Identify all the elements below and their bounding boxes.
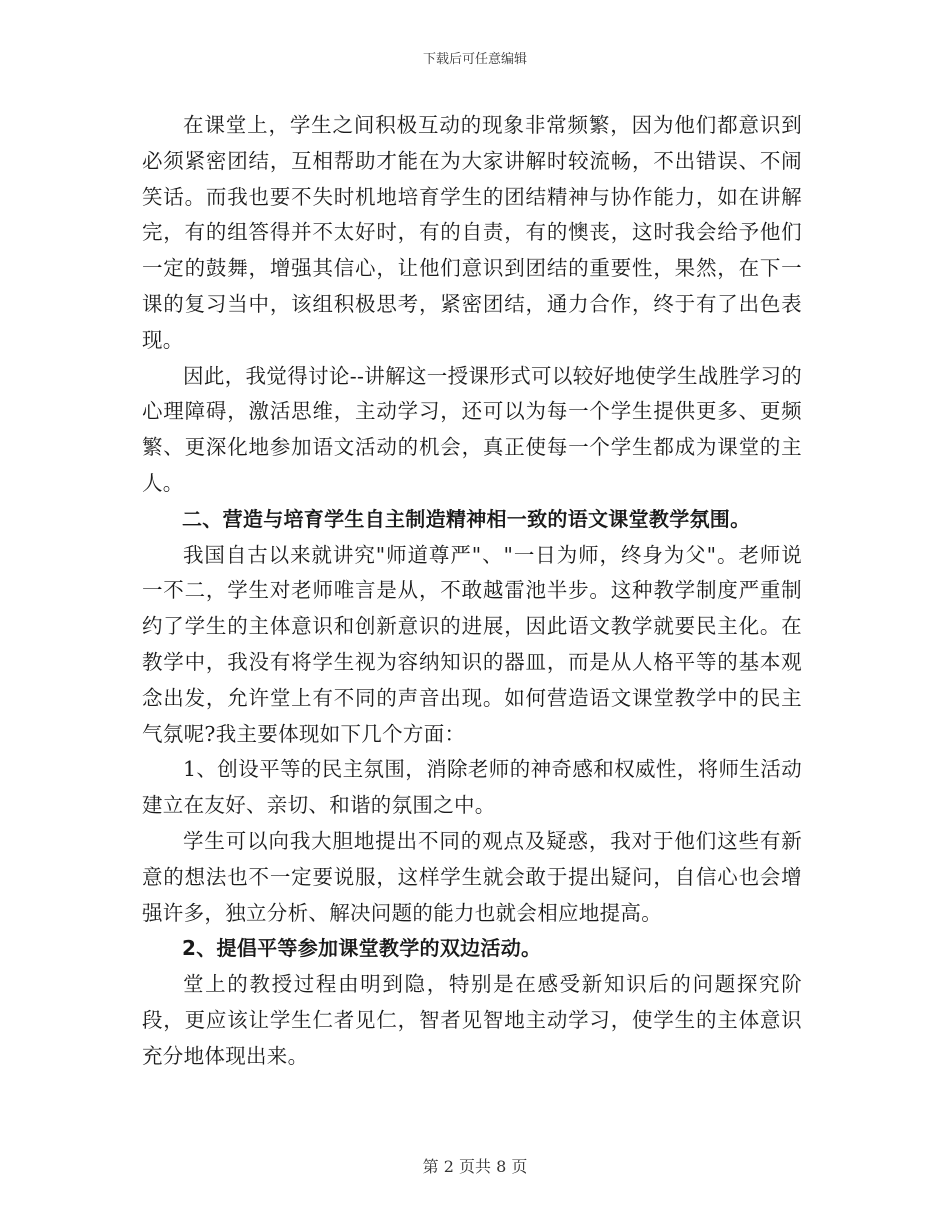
subheading-point-2: 2、提倡平等参加课堂教学的双边活动。 [182, 936, 542, 961]
paragraph-teacher-tradition: 我国自古以来就讲究"师道尊严"、"一日为师，终身为父"。老师说一不二，学生对老师唯言是从，不敢越雷池半步。这种教学制度严重制约了学生的主体意识和创新意识的进展，因此语文教学就要民主化。在教学中，我没有将学生视为容纳知识的器皿，而是从人格平等的基本观念出发，允许堂上有不同的声音出现。如何营造语文课堂教学中的民主气氛呢?我主要体现如下几个方面： [142, 542, 802, 746]
paragraph-classroom-interaction: 在课堂上，学生之间积极互动的现象非常频繁，因为他们都意识到必须紧密团结，互相帮助才能在为大家讲解时较流畅，不出错误、不闹笑话。而我也要不失时机地培育学生的团结精神与协作能力，如在讲解完，有的组答得并不太好时，有的自责，有的懊丧，这时我会给予他们一定的鼓舞，增强其信心，让他们意识到团结的重要性，果然，在下一课的复习当中，该组积极思考，紧密团结，通力合作，终于有了出色表现。 [142, 113, 802, 352]
paragraph-point-1: 1、创设平等的民主氛围，消除老师的神奇感和权威性，将师生活动建立在友好、亲切、和谐的氛围之中。 [142, 757, 802, 818]
document-body [142, 108, 802, 1075]
page-header: 下载后可任意编辑 [422, 52, 527, 67]
paragraph-student-questions: 学生可以向我大胆地提出不同的观点及疑惑，我对于他们这些有新意的想法也不一定要说服，这样学生就会敢于提出疑问，自信心也会增强许多，独立分析、解决问题的能力也就会相应地提高。 [142, 828, 802, 925]
section-heading-2: 二、营造与培育学生自主制造精神相一致的语文课堂教学氛围。 [182, 506, 751, 531]
paragraph-teaching-process: 堂上的教授过程由明到隐，特别是在感受新知识后的问题探究阶段，更应该让学生仁者见仁，智者见智地主动学习，使学生的主体意识充分地体现出来。 [142, 972, 802, 1068]
page-number-footer: 第 2 页共 8 页 [422, 1157, 528, 1176]
paragraph-discussion-conclusion: 因此，我觉得讨论--讲解这一授课形式可以较好地使学生战胜学习的心理障碍，激活思维，主动学习，还可以为每一个学生提供更多、更频繁、更深化地参加语文活动的机会，真正使每一个学生都成为课堂的主人。 [142, 363, 802, 495]
